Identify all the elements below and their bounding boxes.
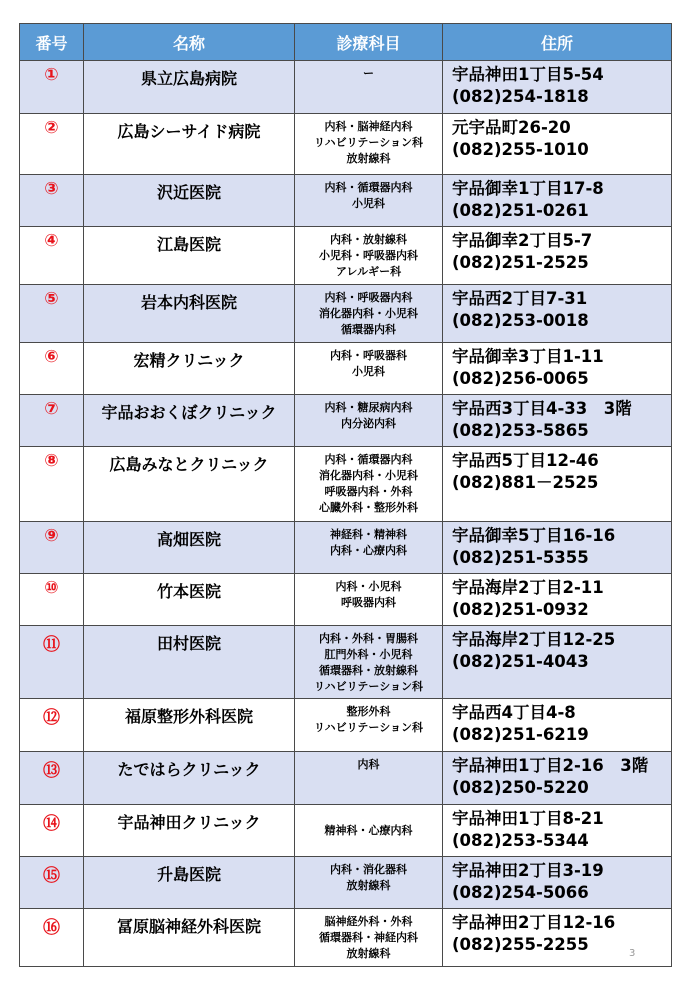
department-line: 神経科・精神科 — [330, 528, 407, 541]
department-line: 循環器科・放射線科 — [319, 664, 418, 677]
address-cell — [443, 114, 672, 175]
departments-cell — [295, 805, 443, 857]
address-cell — [443, 61, 672, 114]
address-line: 宇品神田1丁目2-16 3階 — [452, 756, 649, 775]
table-row — [20, 857, 672, 909]
departments-cell — [295, 175, 443, 227]
phone-number: (082)251-2525 — [452, 253, 589, 272]
departments-cell — [295, 522, 443, 574]
departments-cell — [295, 857, 443, 909]
address-line: 宇品神田2丁目3-19 — [452, 861, 604, 880]
address-line: 宇品西4丁目4-8 — [452, 703, 576, 722]
departments-cell — [295, 227, 443, 285]
address-cell — [443, 699, 672, 752]
address-line: 元宇品町26-20 — [452, 118, 571, 137]
page-number: 3 — [629, 948, 636, 959]
phone-number: (082)255-1010 — [452, 140, 589, 159]
table-row — [20, 61, 672, 114]
header-name: 名称 — [84, 24, 295, 61]
department-line: 内科・呼吸器科 — [330, 349, 407, 362]
address-cell — [443, 227, 672, 285]
department-line: 精神科・心療内科 — [324, 823, 413, 837]
address-line: 宇品西2丁目7-31 — [452, 289, 588, 308]
table-row — [20, 909, 672, 967]
phone-number: (082)253-5344 — [452, 831, 589, 850]
address-cell — [443, 752, 672, 805]
departments-cell — [295, 395, 443, 447]
clinic-name: 県立広島病院 — [84, 61, 295, 114]
department-line: 脳神経外科・外科 — [324, 915, 413, 928]
departments-cell — [295, 343, 443, 395]
clinic-name: 福原整形外科医院 — [84, 699, 295, 752]
department-line: 肛門外科・小児科 — [324, 648, 413, 661]
phone-number: (082)253-5865 — [452, 421, 589, 440]
department-line: リハビリテーション科 — [313, 721, 423, 734]
address-line: 宇品御幸3丁目1-11 — [452, 347, 604, 366]
departments-cell — [295, 285, 443, 343]
departments-cell — [295, 61, 443, 114]
clinic-name: 広島みなとクリニック — [84, 447, 295, 522]
department-line: 内科 — [357, 758, 380, 771]
department-line: 放射線科 — [346, 947, 391, 960]
departments-cell — [295, 114, 443, 175]
row-number: ⑥ — [20, 343, 84, 395]
address-line: 宇品御幸5丁目16-16 — [452, 526, 616, 545]
address-cell — [443, 343, 672, 395]
department-line: 内科・循環器内科 — [324, 453, 413, 466]
address-line: 宇品西3丁目4-33 3階 — [452, 399, 632, 418]
phone-number: (082)254-1818 — [452, 87, 589, 106]
table-row — [20, 699, 672, 752]
clinic-name: 広島シーサイド病院 — [84, 114, 295, 175]
address-cell — [443, 909, 672, 967]
row-number: ⑮ — [20, 857, 84, 909]
phone-number: (082)256-0065 — [452, 369, 589, 388]
row-number: ⑩ — [20, 574, 84, 626]
clinic-name: 冨原脳神経外科医院 — [84, 909, 295, 967]
departments-cell — [295, 447, 443, 522]
table-row — [20, 574, 672, 626]
row-number: ⑧ — [20, 447, 84, 522]
clinic-name: 沢近医院 — [84, 175, 295, 227]
department-line: 内科・外科・胃腸科 — [319, 632, 418, 645]
department-line: 消化器内科・小児科 — [319, 469, 418, 482]
header-department: 診療科目 — [295, 24, 443, 61]
address-line: 宇品御幸2丁目5-7 — [452, 231, 593, 250]
header-number: 番号 — [20, 24, 84, 61]
phone-number: (082)251-0261 — [452, 201, 589, 220]
department-line: 循環器科・神経内科 — [319, 931, 418, 944]
table-header-row — [20, 24, 672, 61]
department-line: 放射線科 — [346, 152, 391, 165]
departments-cell — [295, 752, 443, 805]
department-line: 内科・小児科 — [335, 580, 402, 593]
address-cell — [443, 522, 672, 574]
address-cell — [443, 857, 672, 909]
phone-number: (082)251-5355 — [452, 548, 589, 567]
department-line: 小児科 — [352, 197, 385, 210]
address-line: 宇品西5丁目12-46 — [452, 451, 599, 470]
department-line: 小児科・呼吸器内科 — [319, 249, 418, 262]
address-cell — [443, 447, 672, 522]
row-number: ① — [20, 61, 84, 114]
row-number: ⑨ — [20, 522, 84, 574]
department-line: 内科・消化器科 — [330, 863, 407, 876]
address-line: 宇品御幸1丁目17-8 — [452, 179, 604, 198]
department-line: 呼吸器内科・外科 — [324, 485, 413, 498]
department-line: 内科・脳神経内科 — [324, 120, 413, 133]
clinic-name: 升島医院 — [84, 857, 295, 909]
table-row — [20, 114, 672, 175]
table-row — [20, 395, 672, 447]
address-cell — [443, 574, 672, 626]
table-row — [20, 447, 672, 522]
row-number: ④ — [20, 227, 84, 285]
address-cell — [443, 175, 672, 227]
address-cell — [443, 285, 672, 343]
department-line: 小児科 — [352, 365, 385, 378]
row-number: ⑭ — [20, 805, 84, 857]
departments-cell — [295, 574, 443, 626]
address-line: 宇品神田2丁目12-16 — [452, 913, 616, 932]
address-cell — [443, 395, 672, 447]
row-number: ⑪ — [20, 626, 84, 699]
row-number: ⑤ — [20, 285, 84, 343]
department-line: リハビリテーション科 — [313, 136, 423, 149]
address-line: 宇品海岸2丁目2-11 — [452, 578, 604, 597]
department-line: 放射線科 — [346, 879, 391, 892]
department-line: 内科・循環器内科 — [324, 181, 413, 194]
clinic-name: 宏精クリニック — [84, 343, 295, 395]
row-number: ② — [20, 114, 84, 175]
departments-cell — [295, 909, 443, 967]
table-row — [20, 285, 672, 343]
address-line: 宇品神田1丁目5-54 — [452, 65, 604, 84]
row-number: ⑦ — [20, 395, 84, 447]
table-row — [20, 175, 672, 227]
department-line: 消化器内科・小児科 — [319, 307, 418, 320]
table-row — [20, 626, 672, 699]
table-row — [20, 805, 672, 857]
clinic-name: 田村医院 — [84, 626, 295, 699]
clinic-name: 高畑医院 — [84, 522, 295, 574]
clinic-name: たではらクリニック — [84, 752, 295, 805]
phone-number: (082)254-5066 — [452, 883, 589, 902]
clinic-name: 岩本内科医院 — [84, 285, 295, 343]
departments-cell — [295, 626, 443, 699]
address-cell — [443, 626, 672, 699]
table-body — [20, 61, 672, 967]
clinic-name: 竹本医院 — [84, 574, 295, 626]
clinic-table-wrapper — [19, 23, 671, 967]
phone-number: (082)253-0018 — [452, 311, 589, 330]
table-row — [20, 752, 672, 805]
header-address: 住所 — [443, 24, 672, 61]
row-number: ⑫ — [20, 699, 84, 752]
department-line: アレルギー科 — [335, 265, 402, 278]
department-line: リハビリテーション科 — [313, 680, 423, 693]
address-line: 宇品神田1丁目8-21 — [452, 809, 604, 828]
department-line: 呼吸器内科 — [341, 596, 396, 609]
clinic-table — [19, 23, 672, 967]
phone-number: (082)251-4043 — [452, 652, 589, 671]
department-line: 心臓外科・整形外科 — [319, 501, 418, 514]
departments-cell — [295, 699, 443, 752]
department-line: ー — [363, 67, 374, 80]
phone-number: (082)251-0932 — [452, 600, 589, 619]
clinic-name: 宇品神田クリニック — [84, 805, 295, 857]
department-line: 内科・糖尿病内科 — [324, 401, 413, 414]
address-cell — [443, 805, 672, 857]
row-number: ⑯ — [20, 909, 84, 967]
department-line: 内科・放射線科 — [330, 233, 407, 246]
row-number: ⑬ — [20, 752, 84, 805]
phone-number: (082)881－2525 — [452, 473, 599, 492]
department-line: 内科・心療内科 — [330, 544, 407, 557]
table-row — [20, 227, 672, 285]
table-row — [20, 522, 672, 574]
row-number: ③ — [20, 175, 84, 227]
department-line: 循環器内科 — [341, 323, 396, 336]
clinic-name: 宇品おおくぼクリニック — [84, 395, 295, 447]
phone-number: (082)251-6219 — [452, 725, 589, 744]
table-row — [20, 343, 672, 395]
department-line: 内科・呼吸器内科 — [324, 291, 413, 304]
clinic-name: 江島医院 — [84, 227, 295, 285]
department-line: 整形外科 — [346, 705, 391, 718]
phone-number: (082)250-5220 — [452, 778, 589, 797]
phone-number: (082)255-2255 — [452, 935, 589, 954]
department-line: 内分泌内科 — [341, 417, 396, 430]
address-line: 宇品海岸2丁目12-25 — [452, 630, 616, 649]
